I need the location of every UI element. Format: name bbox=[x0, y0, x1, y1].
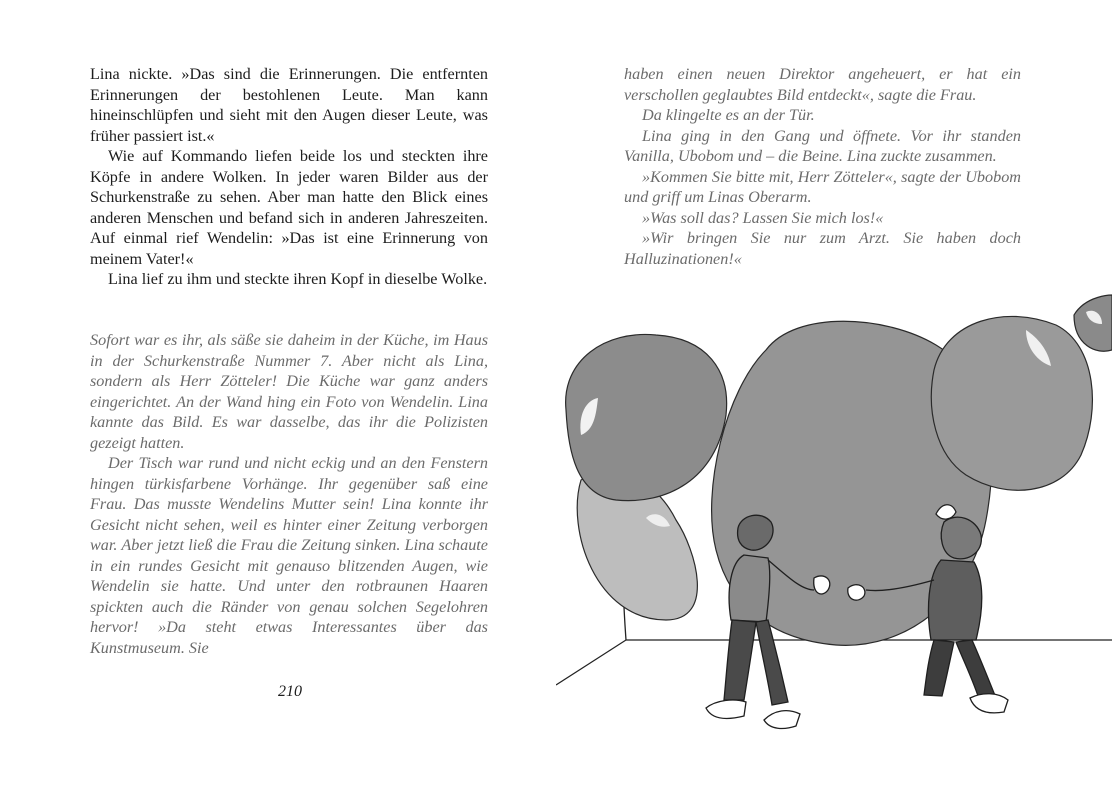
paragraph: Lina lief zu ihm und steckte ihren Kopf in dieselbe Wolke. bbox=[108, 270, 488, 288]
paragraph: »Kommen Sie bitte mit, Herr Zötteler«, sagte der Ubobom und griff um Linas Oberarm. bbox=[624, 167, 1021, 206]
cloud-blob bbox=[1074, 295, 1112, 351]
cloud-blob bbox=[931, 316, 1092, 490]
paragraph: »Was soll das? Lassen Sie mich los!« bbox=[642, 208, 884, 227]
illustration-svg bbox=[556, 290, 1112, 794]
illustration-memory-clouds bbox=[556, 290, 1112, 794]
paragraph: haben einen neuen Direktor angeheuert, er hat ein verschollen geglaubtes Bild entdeckt«, sagte die Frau. bbox=[624, 65, 1021, 104]
right-italic-text bbox=[624, 64, 1021, 269]
paragraph: Sofort war es ihr, als säße sie daheim in der Küche, im Haus in der Schurkenstraße Nummer 7. Aber nicht als Lina, sondern als Herr Zötteler! Die Küche war ganz anders eingerichtet. An der Wand hing ein Foto von Wendelin. Lina kannte das Bild. Es war dasselbe, das ihr die Polizisten gezeigt hatten. bbox=[90, 331, 488, 452]
paragraph: »Wir bringen Sie nur zum Arzt. Sie haben doch Halluzinationen!« bbox=[624, 229, 1021, 268]
floor-line bbox=[556, 640, 626, 685]
paragraph: Lina nickte. »Das sind die Erinnerungen. Die entfernten Erinnerungen der bestohlenen Leute. Man kann hineinschlüpfen und sieht mit den Augen dieser Leute, was früher passiert ist.« bbox=[90, 65, 488, 145]
left-italic-text bbox=[90, 330, 488, 658]
paragraph: Lina ging in den Gang und öffnete. Vor ihr standen Vanilla, Ubobom und – die Beine. Lina zuckte zusammen. bbox=[624, 126, 1021, 165]
paragraph: Da klingelte es an der Tür. bbox=[642, 106, 815, 124]
left-roman-text bbox=[90, 64, 488, 290]
paragraph: Wie auf Kommando liefen beide los und steckten ihre Köpfe in andere Wolken. In jeder waren Bilder aus der Schurkenstraße zu sehen. Aber man hatte den Blick eines anderen Menschen und befand sich in anderen Jahreszeiten. Auf einmal rief Wendelin: »Das ist eine Erinnerung von meinem Vater!« bbox=[90, 147, 488, 268]
page-number: 210 bbox=[278, 683, 302, 700]
paragraph: Der Tisch war rund und nicht eckig und an den Fenstern hingen türkisfarbene Vorhänge. Ihr gegenüber saß eine Frau. Das musste Wendelins Mutter sein! Lina konnte ihr Gesicht nicht sehen, weil es hinter einer Zeitung verborgen war. Aber jetzt ließ die Frau die Zeitung sinken. Lina schaute in ein rundes Gesicht mit genauso blitzenden Augen, wie Wendelin sie hatte. Und unter den rotbraunen Haaren spickten auch die Ränder von genau solchen Segelohren hervor! »Da steht etwas Interessantes über das Kunstmuseum. Sie bbox=[90, 454, 488, 657]
